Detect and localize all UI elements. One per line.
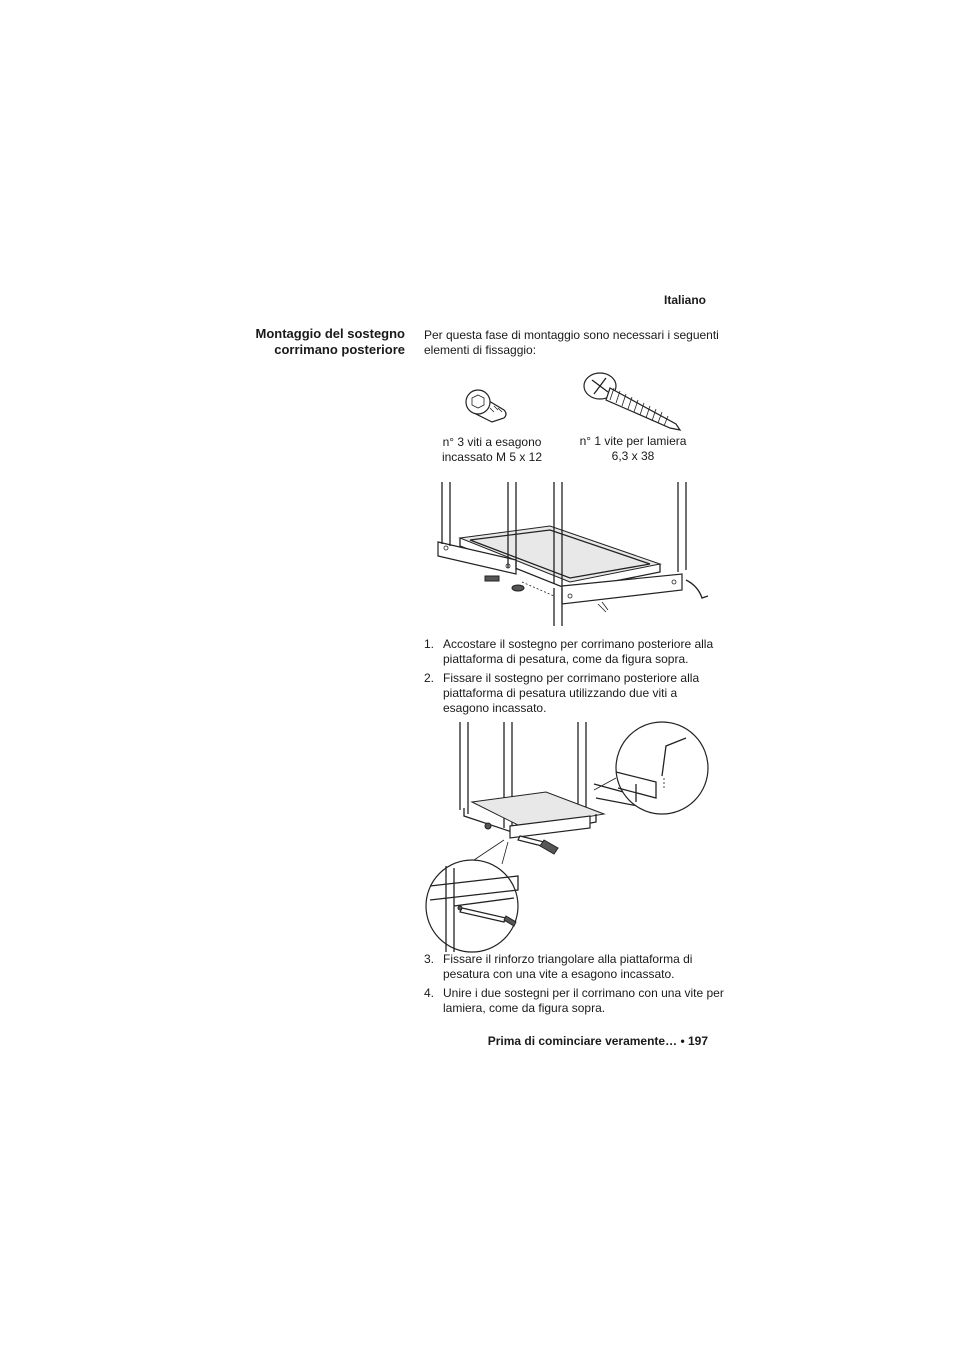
list-item: 3. Fissare il rinforzo triangolare alla piattaforma di pesatura con una vite a esagono incassato. [424, 952, 693, 981]
list-item: 2. Fissare il sostegno per corrimano posteriore alla piattaforma di pesatura utilizzando due viti a esagono incassato. [424, 671, 700, 715]
assembly-illustration-1 [430, 478, 730, 626]
page-footer: Prima di cominciare veramente… • 197 [487, 1034, 708, 1048]
steps-list-1 [424, 637, 724, 720]
steps-list-2 [424, 952, 724, 1020]
list-item: 1. Accostare il sostegno per corrimano posteriore alla piattaforma di pesatura, come da figura sopra. [424, 637, 714, 666]
assembly-illustration-2 [424, 718, 714, 954]
fastener-caption-sheet-screw: n° 1 vite per lamiera 6,3 x 38 [579, 434, 687, 463]
list-item: 4. Unire i due sostegni per il corrimano con una vite per lamiera, come da figura sopra. [424, 986, 724, 1015]
language-label: Italiano [663, 293, 706, 307]
hex-socket-screw-icon [460, 384, 520, 428]
fastener-caption-hex-screw: n° 3 viti a esagono incassato M 5 x 12 [441, 435, 543, 464]
sheet-metal-screw-icon [580, 368, 690, 436]
intro-text: Per questa fase di montaggio sono necessari i seguenti elementi di fissaggio: [424, 328, 719, 357]
section-title: Montaggio del sostegno corrimano posteriore [255, 326, 405, 357]
